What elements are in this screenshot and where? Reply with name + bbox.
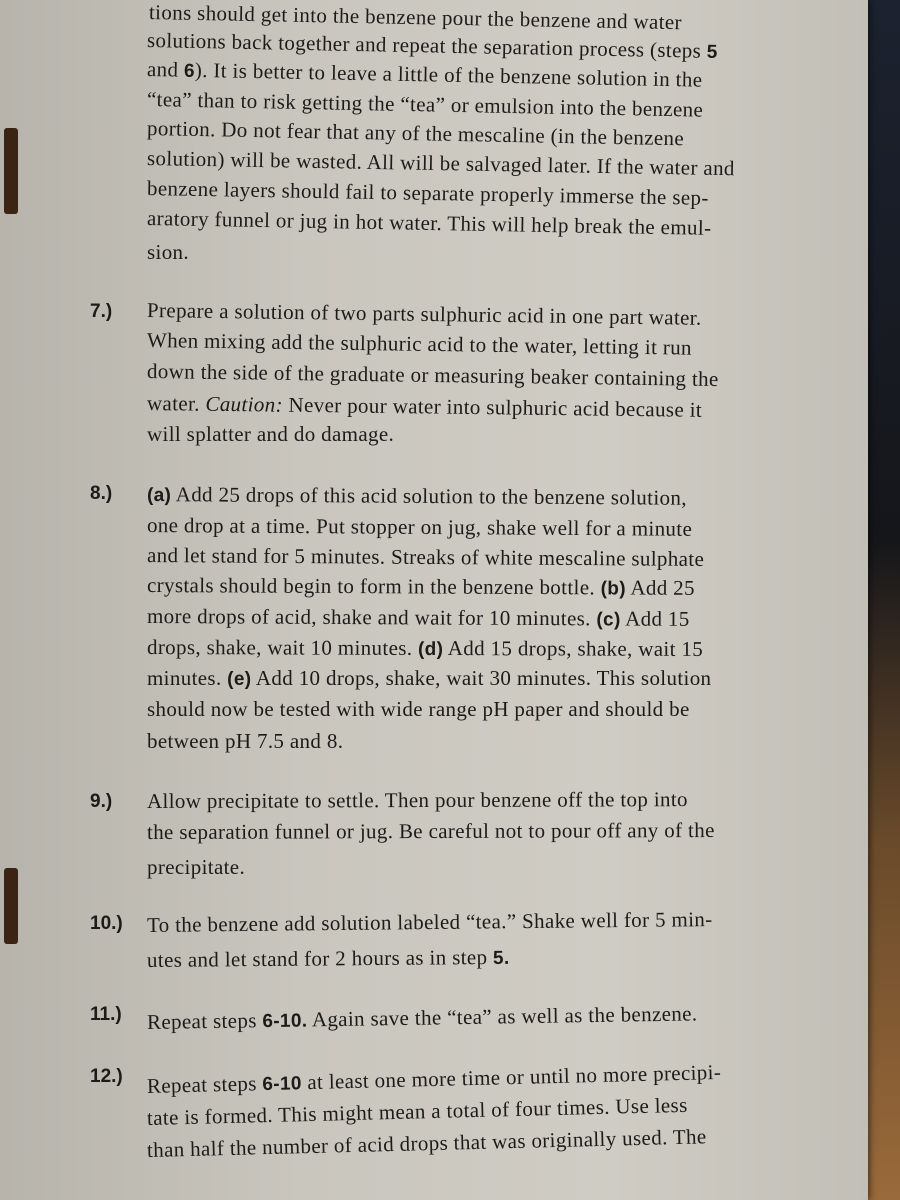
text-line: crystals should begin to form in the benzene bottle. (b) Add 25 bbox=[146, 573, 695, 600]
step-number-8: 8.) bbox=[90, 483, 113, 504]
step-reference: 6-10 bbox=[262, 1073, 303, 1096]
step-number-12: 12.) bbox=[90, 1066, 123, 1087]
text-line: utes and let stand for 2 hours as in step 5. bbox=[146, 944, 510, 972]
text-line: tions should get into the benzene pour the benzene and water bbox=[148, 0, 683, 35]
text-line: When mixing add the sulphuric acid to the water, letting it run bbox=[146, 328, 693, 360]
text-line: Allow precipitate to settle. Then pour benzene off the top into bbox=[146, 787, 688, 813]
step-number-11: 11.) bbox=[90, 1004, 122, 1025]
text-line: (a) Add 25 drops of this acid solution to the benzene solution, bbox=[146, 482, 687, 510]
caution-label: Caution: bbox=[205, 391, 284, 417]
text-line: down the side of the graduate or measuring beaker containing the bbox=[146, 359, 719, 391]
text-line: tate is formed. This might mean a total of four times. Use less bbox=[146, 1092, 688, 1130]
text-line: more drops of acid, shake and wait for 10 minutes. (c) Add 15 bbox=[146, 604, 690, 631]
text-line: sion. bbox=[147, 240, 190, 264]
text-line: and let stand for 5 minutes. Streaks of white mescaline sulphate bbox=[146, 543, 705, 571]
text-line: than half the number of acid drops that was originally used. The bbox=[146, 1124, 707, 1162]
step-number-10: 10.) bbox=[90, 913, 123, 934]
text-line: Repeat steps 6-10 at least one more time or until no more precipi- bbox=[146, 1059, 722, 1098]
text-line: drops, shake, wait 10 minutes. (d) Add 15 drops, shake, wait 15 bbox=[146, 635, 704, 661]
step-reference: 5. bbox=[492, 947, 510, 969]
text-line: water. Caution: Never pour water into sulphuric acid because it bbox=[146, 391, 703, 422]
text-line: should now be tested with wide range pH paper and should be bbox=[147, 697, 690, 721]
text-line: the separation funnel or jug. Be careful not to pour off any of the bbox=[146, 818, 715, 844]
text-line: will splatter and do damage. bbox=[147, 422, 395, 446]
text-line: between pH 7.5 and 8. bbox=[147, 729, 344, 753]
binding-staple-bottom bbox=[4, 868, 18, 944]
step-number-7: 7.) bbox=[90, 301, 113, 322]
text-line: Repeat steps 6-10. Again save the “tea” as well as the benzene. bbox=[146, 1001, 698, 1034]
text-line: benzene layers should fail to separate properly immerse the sep- bbox=[146, 176, 709, 210]
text-line: “tea” than to risk getting the “tea” or emulsion into the benzene bbox=[146, 87, 704, 122]
text-line: To the benzene add solution labeled “tea.” Shake well for 5 min- bbox=[146, 907, 713, 937]
step-reference: 6-10. bbox=[262, 1010, 308, 1033]
text-line: portion. Do not fear that any of the mescaline (in the benzene bbox=[146, 116, 685, 151]
step-number-9: 9.) bbox=[90, 791, 113, 812]
text-line: solution) will be wasted. All will be salvaged later. If the water and bbox=[146, 146, 735, 181]
text-line: minutes. (e) Add 10 drops, shake, wait 30 minutes. This solution bbox=[147, 666, 712, 690]
text-line: Prepare a solution of two parts sulphuric acid in one part water. bbox=[146, 298, 702, 330]
binding-staple-top bbox=[4, 128, 18, 214]
step-reference: 5 bbox=[706, 41, 718, 63]
text-line: one drop at a time. Put stopper on jug, shake well for a minute bbox=[146, 513, 693, 541]
text-line: aratory funnel or jug in hot water. This will help break the emul- bbox=[146, 206, 712, 240]
text-line: and 6). It is better to leave a little of the benzene solution in the bbox=[146, 57, 703, 92]
text-line: solutions back together and repeat the separation process (steps 5 bbox=[146, 28, 718, 63]
text-line: precipitate. bbox=[147, 855, 246, 879]
step-reference: 6 bbox=[183, 60, 196, 82]
